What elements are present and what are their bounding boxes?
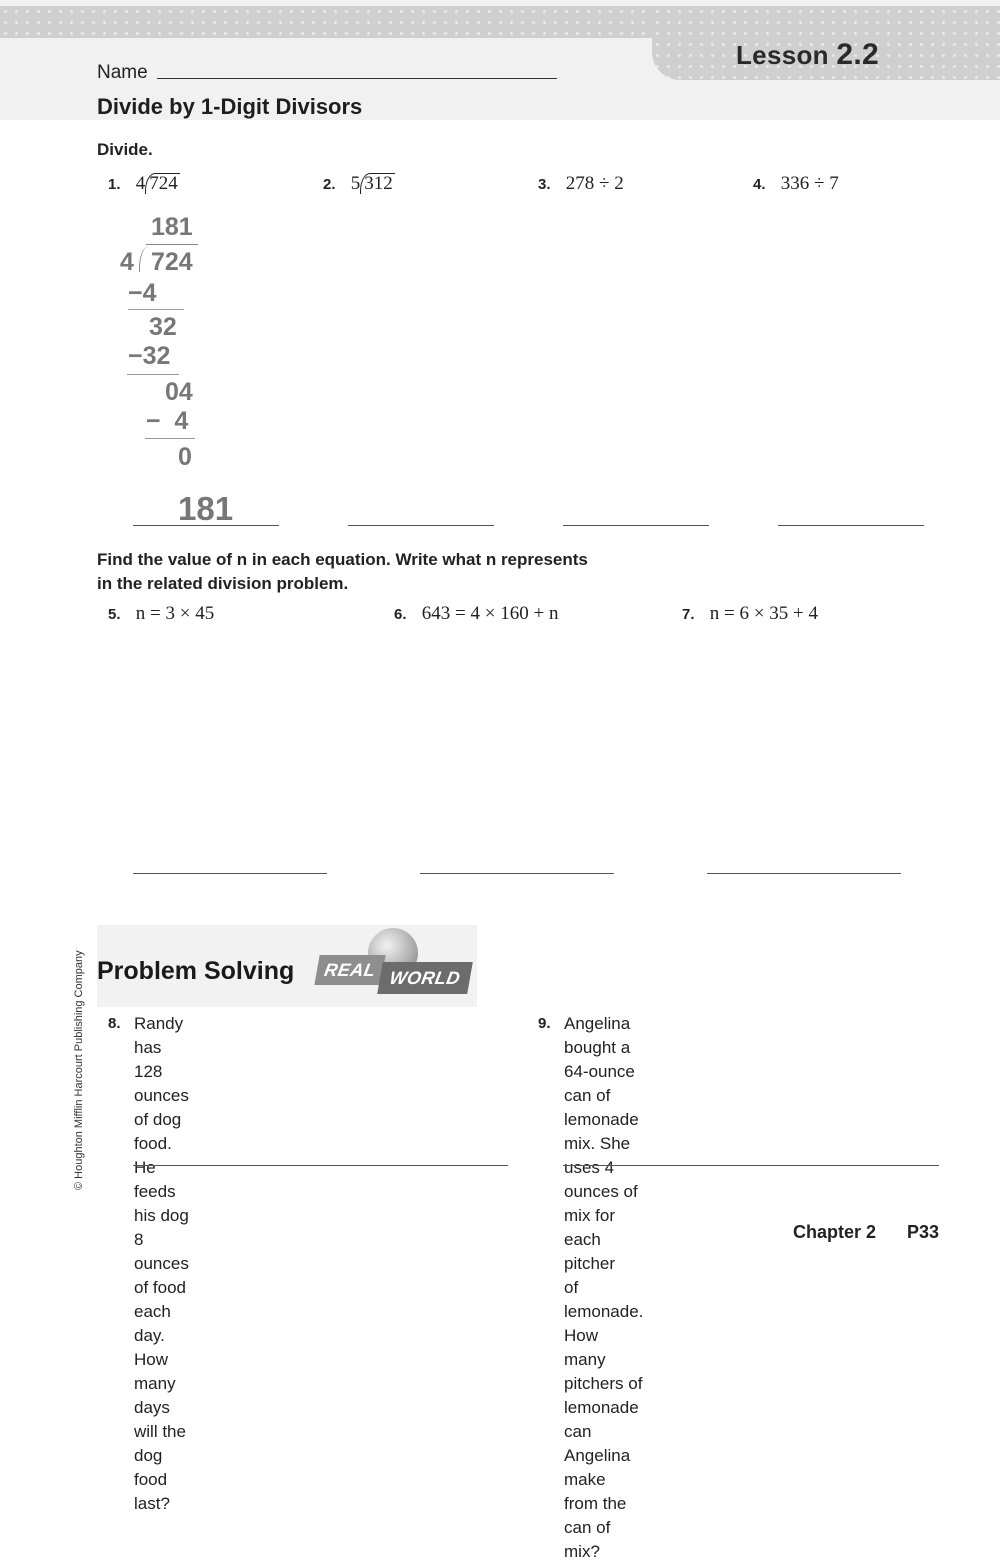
- problem-dividend: 312: [360, 173, 395, 194]
- page-title: Divide by 1-Digit Divisors: [97, 94, 363, 119]
- lesson-number: 2.2: [836, 38, 879, 71]
- problem-text-line: Randy has 128 ounces of dog food. He feeds: [134, 1014, 189, 1201]
- problem-3: [538, 173, 624, 195]
- equation-expression: 643 = 4 × 160 + n: [421, 603, 559, 624]
- problem-expression: 278 ÷ 2: [565, 173, 624, 194]
- answer-line-3[interactable]: [563, 525, 709, 526]
- footer-page-number: P33: [907, 1222, 940, 1242]
- copyright-notice: © Houghton Mifflin Harcourt Publishing Company: [73, 950, 85, 1190]
- name-label: Name: [97, 62, 148, 83]
- equation-expression: n = 6 × 35 + 4: [709, 603, 818, 624]
- division-bracket: [139, 246, 150, 272]
- problem-number: 6.: [394, 606, 407, 623]
- answer-line-5[interactable]: [133, 873, 327, 874]
- subtraction-line: [127, 374, 179, 375]
- problem-number: 8.: [108, 1015, 121, 1032]
- instruction-line-2: in the related division problem.: [97, 574, 349, 593]
- worked-step: 04: [165, 378, 193, 406]
- problem-solving-title: Problem Solving: [97, 957, 295, 985]
- answer-line-8[interactable]: [133, 1165, 508, 1166]
- problem-text-line: Angelina bought a 64-ounce can of lemonade: [564, 1014, 639, 1129]
- answer-line-6[interactable]: [420, 873, 614, 874]
- problem-text-line: days will the dog food last?: [134, 1398, 186, 1513]
- divide-instruction: Divide.: [97, 140, 153, 159]
- problem-number: 9.: [538, 1015, 551, 1032]
- instruction-line-1: Find the value of n in each equation. Write what n represents: [97, 550, 588, 569]
- problem-text: [134, 1012, 189, 1516]
- problem-number: 1.: [108, 176, 121, 193]
- subtraction-line: [145, 438, 195, 439]
- equation-5: [108, 603, 214, 625]
- problem-dividend: 724: [145, 173, 180, 194]
- problem-text: [564, 1012, 643, 1564]
- problem-1: [108, 173, 180, 195]
- worked-step: − 4: [146, 407, 189, 435]
- footer-chapter: Chapter 2: [793, 1222, 877, 1242]
- worked-step: 32: [149, 313, 177, 341]
- equation-7: [682, 603, 818, 625]
- answer-line-9[interactable]: [563, 1165, 939, 1166]
- answer-line-7[interactable]: [707, 873, 901, 874]
- worked-step: −32: [128, 342, 171, 370]
- worked-dividend: 724: [151, 248, 193, 276]
- problem-text-line: can Angelina make from the can of mix?: [564, 1422, 631, 1561]
- answer-1-value: 181: [178, 490, 234, 527]
- problem-divisor: 4: [135, 173, 146, 194]
- equation-instructions: [97, 548, 637, 596]
- worked-step: 0: [178, 443, 192, 471]
- equation-6: [394, 603, 558, 625]
- answer-line-4[interactable]: [778, 525, 924, 526]
- problem-number: 7.: [682, 606, 695, 623]
- problem-number: 5.: [108, 606, 121, 623]
- problem-2: [323, 173, 395, 195]
- equation-expression: n = 3 × 45: [135, 603, 215, 624]
- problem-divisor: 5: [350, 173, 361, 194]
- real-banner: REAL: [314, 955, 385, 985]
- problem-number: 4.: [753, 176, 766, 193]
- worked-quotient: 181: [151, 213, 193, 241]
- problem-number: 3.: [538, 176, 551, 193]
- problem-text-line: mix. She uses 4 ounces of mix for each pitcher: [564, 1134, 638, 1273]
- problem-text-line: of lemonade. How many pitchers of lemonade: [564, 1278, 644, 1417]
- world-banner: WORLD: [377, 962, 473, 994]
- problem-number: 2.: [323, 176, 336, 193]
- problem-text-line: his dog 8 ounces of food each day. How many: [134, 1206, 189, 1393]
- problem-4: [753, 173, 839, 195]
- answer-line-1[interactable]: [133, 525, 279, 526]
- lesson-word: Lesson: [736, 40, 829, 70]
- answer-line-2[interactable]: [348, 525, 494, 526]
- division-bar: [146, 244, 198, 245]
- subtraction-line: [128, 309, 184, 310]
- problem-expression: 336 ÷ 7: [780, 173, 839, 194]
- name-field-line[interactable]: [157, 78, 557, 79]
- worked-divisor: 4: [120, 248, 134, 276]
- lesson-label: [736, 38, 879, 72]
- worked-step: −4: [128, 279, 157, 307]
